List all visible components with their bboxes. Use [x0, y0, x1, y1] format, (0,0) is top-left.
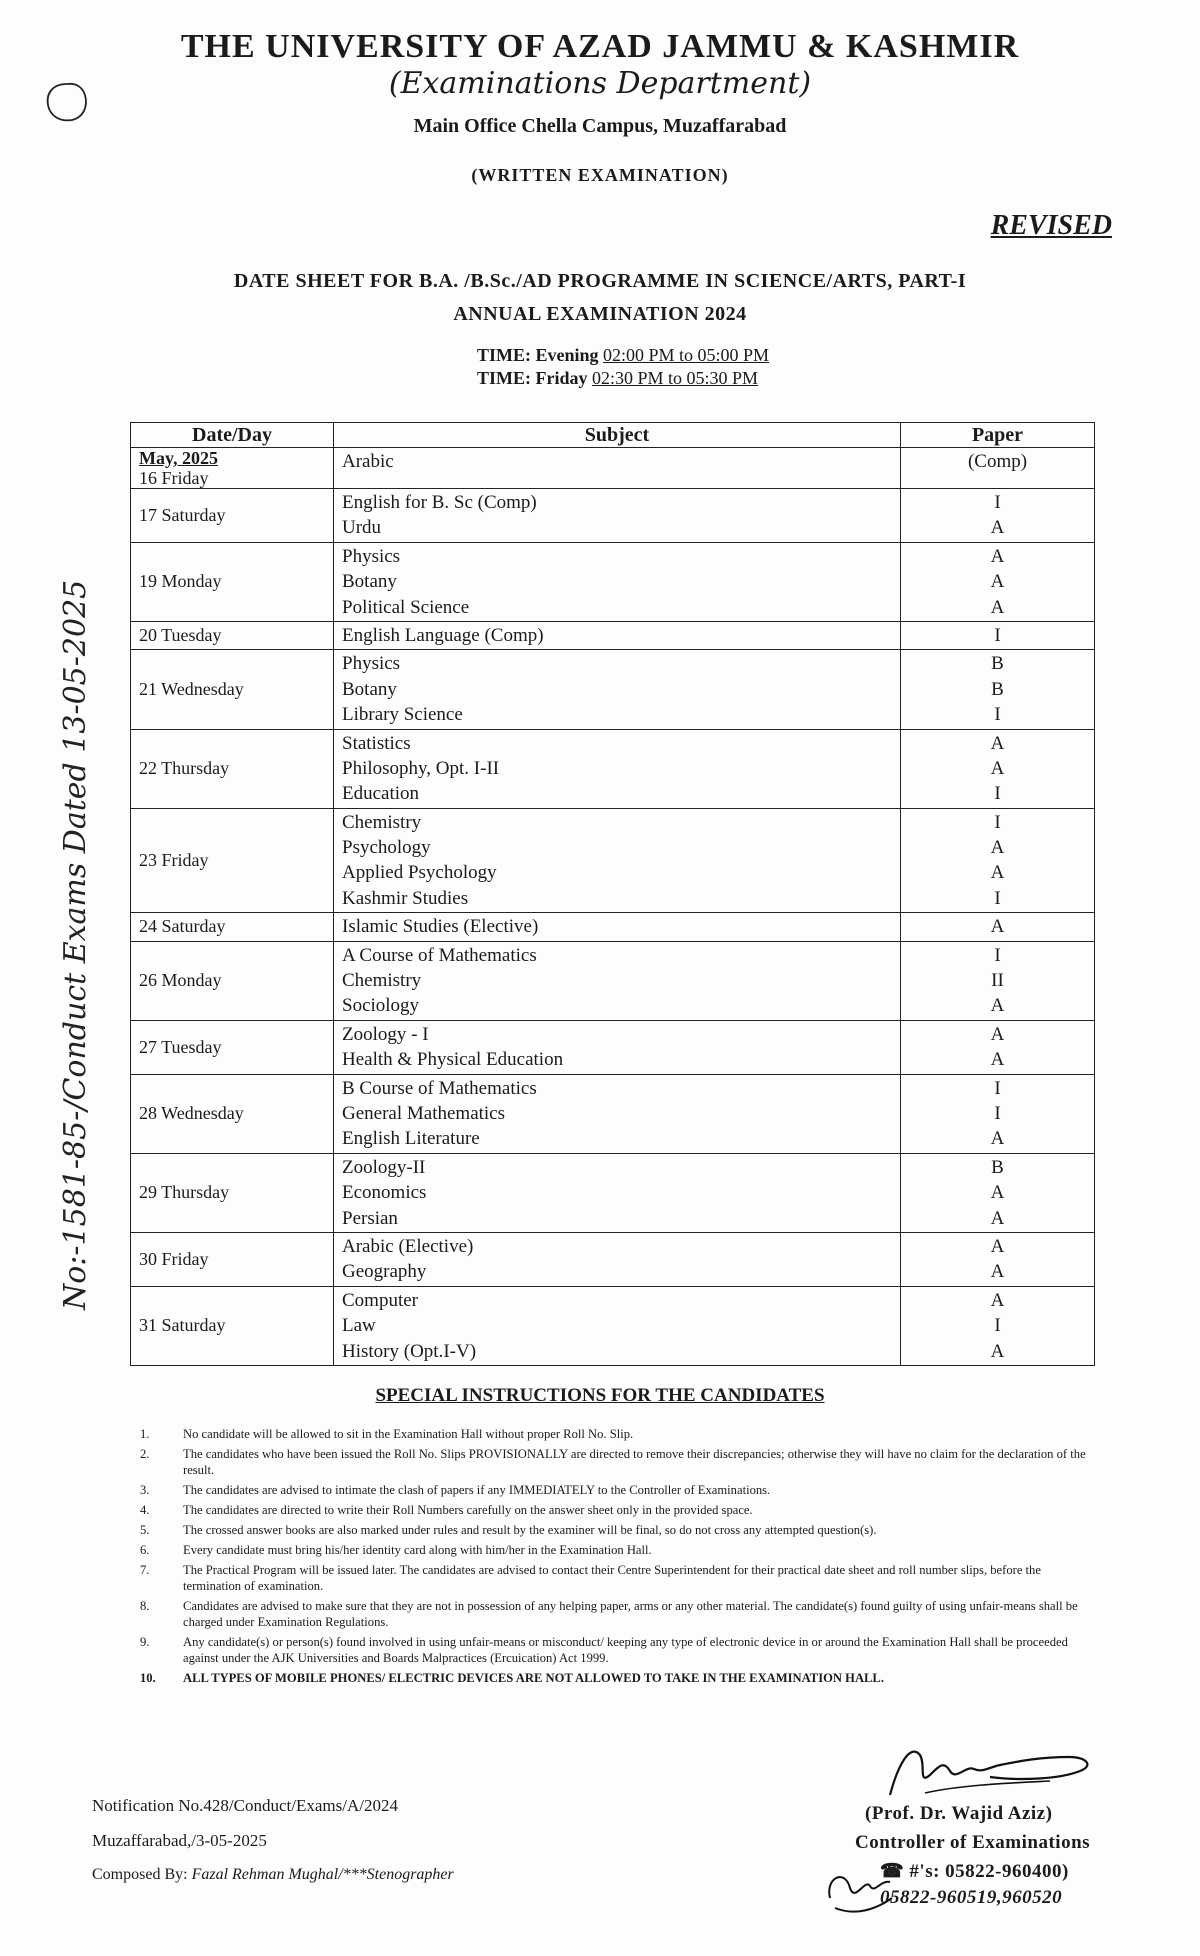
- paper-cell: [901, 542, 1095, 621]
- paper-code: I: [994, 1315, 1001, 1337]
- instruction-item: [140, 1562, 1100, 1594]
- paper-code: A: [990, 862, 1005, 884]
- office-address: Main Office Chella Campus, Muzaffarabad: [413, 115, 787, 137]
- subject-cell: [334, 1020, 901, 1074]
- subject-name: General Mathematics: [342, 1102, 506, 1124]
- composed-by-label: Composed By:: [92, 1866, 188, 1883]
- subject-cell: [334, 621, 901, 649]
- table-row: [131, 913, 1095, 941]
- paper-code: A: [990, 757, 1005, 779]
- table-row: [131, 650, 1095, 729]
- subject-name: History (Opt.I-V): [342, 1340, 477, 1362]
- time-evening: [477, 345, 769, 366]
- subject-name: Urdu: [342, 517, 382, 539]
- table-row: [131, 542, 1095, 621]
- date-day-cell: [131, 542, 334, 621]
- table-row: [131, 941, 1095, 1020]
- subject-cell: [334, 1286, 901, 1365]
- time-friday-value: 02:30 PM to 05:30 PM: [592, 368, 759, 388]
- instruction-number: 2.: [140, 1447, 150, 1461]
- paper-code: A: [990, 545, 1005, 567]
- subject-name: Sociology: [342, 995, 420, 1017]
- day-label: 28 Wednesday: [139, 1103, 244, 1124]
- paper-cell: [901, 1153, 1095, 1232]
- instruction-text: Every candidate must bring his/her identity card along with him/her in the Examination Hall.: [183, 1543, 652, 1557]
- signer-name: (Prof. Dr. Wajid Aziz): [865, 1803, 1053, 1824]
- university-title: THE UNIVERSITY OF AZAD JAMMU & KASHMIR: [180, 28, 1020, 65]
- subject-name: Physics: [342, 545, 401, 567]
- notification-number: Notification No.428/Conduct/Exams/A/2024: [92, 1796, 398, 1815]
- date-day-cell: [131, 621, 334, 649]
- paper-code: I: [994, 887, 1001, 909]
- header-subject: Subject: [334, 423, 901, 448]
- subject-name: Law: [342, 1315, 376, 1337]
- date-day-cell: [131, 1074, 334, 1153]
- subject-cell: [334, 1232, 901, 1286]
- composed-by: [92, 1866, 454, 1884]
- instruction-number: 3.: [140, 1483, 150, 1497]
- signer-designation: Controller of Examinations: [855, 1832, 1091, 1853]
- time-evening-value: 02:00 PM to 05:00 PM: [603, 345, 770, 365]
- instruction-text: ALL TYPES OF MOBILE PHONES/ ELECTRIC DEVICES ARE NOT ALLOWED TO TAKE IN THE EXAMINATION HALL.: [183, 1671, 884, 1685]
- instruction-item: [140, 1634, 1100, 1666]
- instruction-text: The candidates who have been issued the Roll No. Slips PROVISIONALLY are directed to remove their discrepancies; otherwise they will have no claim for the declaration of the result.: [183, 1447, 1086, 1477]
- subject-name: Islamic Studies (Elective): [342, 916, 539, 938]
- instruction-item: [140, 1482, 1100, 1498]
- subject-name: Botany: [342, 678, 397, 700]
- paper-code: A: [990, 1207, 1005, 1229]
- paper-cell: [901, 808, 1095, 913]
- month-label: May, 2025: [139, 448, 218, 468]
- subject-name: English Literature: [342, 1128, 480, 1150]
- table-row: [131, 729, 1095, 808]
- table-row: [131, 448, 1095, 489]
- paper-cell: [901, 941, 1095, 1020]
- instruction-item: [140, 1598, 1100, 1630]
- date-day-cell: [131, 650, 334, 729]
- subject-name: Botany: [342, 571, 397, 593]
- subject-name: Chemistry: [342, 811, 422, 833]
- paper-code: A: [990, 1049, 1005, 1071]
- day-label: 29 Thursday: [139, 1182, 230, 1203]
- instructions-title: SPECIAL INSTRUCTIONS FOR THE CANDIDATES: [375, 1385, 825, 1406]
- subject-cell: [334, 1153, 901, 1232]
- paper-code: A: [990, 1235, 1005, 1257]
- paper-code: B: [991, 1156, 1004, 1178]
- paper-code: B: [991, 678, 1004, 700]
- revised-label: REVISED: [990, 210, 1112, 241]
- instruction-text: The candidates are directed to write their Roll Numbers carefully on the answer sheet only in the provided space.: [183, 1503, 753, 1517]
- instruction-text: Candidates are advised to make sure that they are not in possession of any helping paper, arms or any other material. The candidate(s) found guilty of using unfair-means shall be charged under Examination Regulations.: [183, 1599, 1078, 1629]
- paper-code: A: [990, 1340, 1005, 1362]
- date-day-cell: [131, 913, 334, 941]
- paper-cell: [901, 448, 1095, 489]
- subject-name: Political Science: [342, 596, 470, 618]
- paper-code: A: [990, 1261, 1005, 1283]
- subject-name: Persian: [342, 1207, 398, 1229]
- paper-code: A: [990, 1023, 1005, 1045]
- paper-code: I: [994, 492, 1001, 513]
- table-row: [131, 621, 1095, 649]
- instruction-number: 5.: [140, 1523, 150, 1537]
- paper-code: I: [994, 1102, 1001, 1124]
- signature-image: [870, 1735, 1120, 1805]
- phone-secondary: 05822-960519,960520: [880, 1887, 1063, 1908]
- handwritten-margin-note: No:-1581-85-/Conduct Exams Dated 13-05-2025: [58, 579, 93, 1310]
- table-row: [131, 1074, 1095, 1153]
- subject-name: English Language (Comp): [342, 624, 544, 646]
- date-day-cell: [131, 808, 334, 913]
- initials-scribble: [820, 1858, 900, 1918]
- table-row: [131, 1232, 1095, 1286]
- subject-name: Library Science: [342, 704, 463, 726]
- subject-name: Chemistry: [342, 970, 422, 992]
- paper-code: A: [990, 596, 1005, 618]
- day-label: 16 Friday: [139, 468, 209, 488]
- day-label: 26 Monday: [139, 970, 222, 991]
- table-row: [131, 489, 1095, 543]
- time-friday: [477, 368, 758, 389]
- paper-code: I: [994, 1077, 1001, 1099]
- instruction-number: 6.: [140, 1543, 150, 1557]
- day-label: 21 Wednesday: [139, 678, 244, 699]
- paper-code: I: [994, 811, 1001, 833]
- place-date: Muzaffarabad,/3-05-2025: [92, 1831, 267, 1850]
- subject-name: B Course of Mathematics: [342, 1077, 537, 1099]
- date-day-cell: [131, 1020, 334, 1074]
- subject-name: Philosophy, Opt. I-II: [342, 757, 500, 779]
- subject-cell: [334, 808, 901, 913]
- subject-name: Economics: [342, 1182, 427, 1204]
- day-label: 24 Saturday: [139, 916, 226, 937]
- paper-code: I: [994, 704, 1001, 726]
- day-label: 30 Friday: [139, 1248, 209, 1269]
- paper-code: A: [990, 1182, 1005, 1204]
- day-label: 22 Thursday: [139, 758, 230, 779]
- table-header-row: [131, 423, 1095, 448]
- date-sheet-title: DATE SHEET FOR B.A. /B.Sc./AD PROGRAMME IN SCIENCE/ARTS, PART-I: [233, 270, 967, 292]
- day-label: 27 Tuesday: [139, 1036, 222, 1057]
- subject-name: A Course of Mathematics: [342, 944, 537, 966]
- instruction-item: [140, 1522, 1100, 1538]
- paper-code: A: [990, 916, 1005, 938]
- subject-name: Geography: [342, 1261, 427, 1283]
- paper-cell: [901, 913, 1095, 941]
- day-label: 31 Saturday: [139, 1315, 226, 1336]
- subject-name: Education: [342, 783, 420, 805]
- instructions-list: [140, 1426, 1100, 1690]
- table-row: [131, 1020, 1095, 1074]
- paper-code: A: [990, 1289, 1005, 1311]
- instruction-number: 9.: [140, 1635, 150, 1649]
- paper-code: II: [991, 970, 1004, 992]
- subject-name: Zoology-II: [342, 1156, 426, 1178]
- header-paper: Paper: [901, 423, 1095, 448]
- time-friday-label: TIME: Friday: [477, 368, 588, 388]
- paper-code: (Comp): [967, 451, 1028, 472]
- subject-name: Computer: [342, 1289, 418, 1311]
- paper-code: A: [990, 571, 1005, 593]
- table-row: [131, 1286, 1095, 1365]
- date-day-cell: [131, 941, 334, 1020]
- composed-by-name: Fazal Rehman Mughal/***Stenographer: [191, 1866, 454, 1883]
- instruction-number: 10.: [140, 1671, 156, 1685]
- subject-name: Psychology: [342, 837, 431, 859]
- paper-code: I: [994, 624, 1001, 646]
- paper-cell: [901, 1232, 1095, 1286]
- phone-primary: [880, 1860, 1069, 1883]
- subject-name: Statistics: [342, 732, 411, 754]
- subject-name: English for B. Sc (Comp): [342, 492, 537, 513]
- exam-type: (WRITTEN EXAMINATION): [471, 165, 729, 185]
- instruction-item: [140, 1670, 1100, 1686]
- date-day-cell: [131, 489, 334, 543]
- subject-cell: [334, 729, 901, 808]
- date-sheet-table: [130, 422, 1095, 1366]
- subject-name: Kashmir Studies: [342, 887, 469, 909]
- date-sheet-body: [131, 448, 1095, 1366]
- subject-cell: [334, 650, 901, 729]
- instruction-item: [140, 1446, 1100, 1478]
- table-row: [131, 1153, 1095, 1232]
- day-label: 17 Saturday: [139, 504, 226, 525]
- phone-icon: ☎: [880, 1861, 905, 1882]
- day-label: 19 Monday: [139, 571, 222, 592]
- paper-cell: [901, 1020, 1095, 1074]
- date-day-cell: [131, 1153, 334, 1232]
- date-day-cell: [131, 1232, 334, 1286]
- instruction-number: 8.: [140, 1599, 150, 1613]
- instruction-text: Any candidate(s) or person(s) found involved in using unfair-means or misconduct/ keeping any type of electronic device in or around the Examination Hall shall be proceeded against under the AJK Universities and Boards Malpractices (Ercuication) Act 1999.: [183, 1635, 1068, 1665]
- instruction-text: No candidate will be allowed to sit in the Examination Hall without proper Roll No. Slip.: [183, 1427, 634, 1441]
- header-date-day: Date/Day: [131, 423, 334, 448]
- paper-cell: [901, 729, 1095, 808]
- subject-cell: [334, 489, 901, 543]
- paper-code: A: [990, 1128, 1005, 1150]
- date-day-cell: [131, 729, 334, 808]
- instruction-item: [140, 1542, 1100, 1558]
- instruction-number: 7.: [140, 1563, 150, 1577]
- instruction-text: The Practical Program will be issued later. The candidates are advised to contact their Centre Superintendent for their practical date sheet and roll number slips, before the termination of examination.: [183, 1563, 1041, 1593]
- instruction-text: The candidates are advised to intimate the clash of papers if any IMMEDIATELY to the Controller of Examinations.: [183, 1483, 771, 1497]
- paper-code: A: [990, 995, 1005, 1017]
- date-day-cell: [131, 1286, 334, 1365]
- subject-cell: [334, 542, 901, 621]
- paper-code: I: [994, 944, 1001, 966]
- subject-cell: [334, 941, 901, 1020]
- department-name: (Examinations Department): [388, 66, 812, 101]
- date-day-cell: [131, 448, 334, 489]
- subject-name: Arabic: [342, 451, 394, 472]
- subject-cell: [334, 1074, 901, 1153]
- paper-code: A: [990, 517, 1005, 539]
- table-row: [131, 808, 1095, 913]
- instruction-item: [140, 1426, 1100, 1442]
- paper-code: B: [991, 653, 1004, 675]
- paper-cell: [901, 621, 1095, 649]
- subject-name: Physics: [342, 653, 401, 675]
- paper-code: A: [990, 732, 1005, 754]
- phone-primary-text: #'s: 05822-960400): [909, 1861, 1069, 1882]
- instruction-number: 4.: [140, 1503, 150, 1517]
- day-label: 23 Friday: [139, 849, 209, 870]
- paper-cell: [901, 489, 1095, 543]
- instruction-item: [140, 1502, 1100, 1518]
- date-sheet-subtitle: ANNUAL EXAMINATION 2024: [453, 303, 747, 325]
- subject-cell: [334, 448, 901, 489]
- instruction-text: The crossed answer books are also marked under rules and result by the examiner will be final, so do not cross any attempted question(s).: [183, 1523, 877, 1537]
- instruction-number: 1.: [140, 1427, 150, 1441]
- paper-cell: [901, 1286, 1095, 1365]
- paper-code: I: [994, 783, 1001, 805]
- subject-name: Arabic (Elective): [342, 1235, 474, 1257]
- subject-name: Health & Physical Education: [342, 1049, 564, 1071]
- subject-name: Applied Psychology: [342, 862, 497, 884]
- paper-code: A: [990, 837, 1005, 859]
- paper-cell: [901, 1074, 1095, 1153]
- paper-cell: [901, 650, 1095, 729]
- day-label: 20 Tuesday: [139, 625, 222, 646]
- time-evening-label: TIME: Evening: [477, 345, 599, 365]
- subject-name: Zoology - I: [342, 1023, 429, 1045]
- subject-cell: [334, 913, 901, 941]
